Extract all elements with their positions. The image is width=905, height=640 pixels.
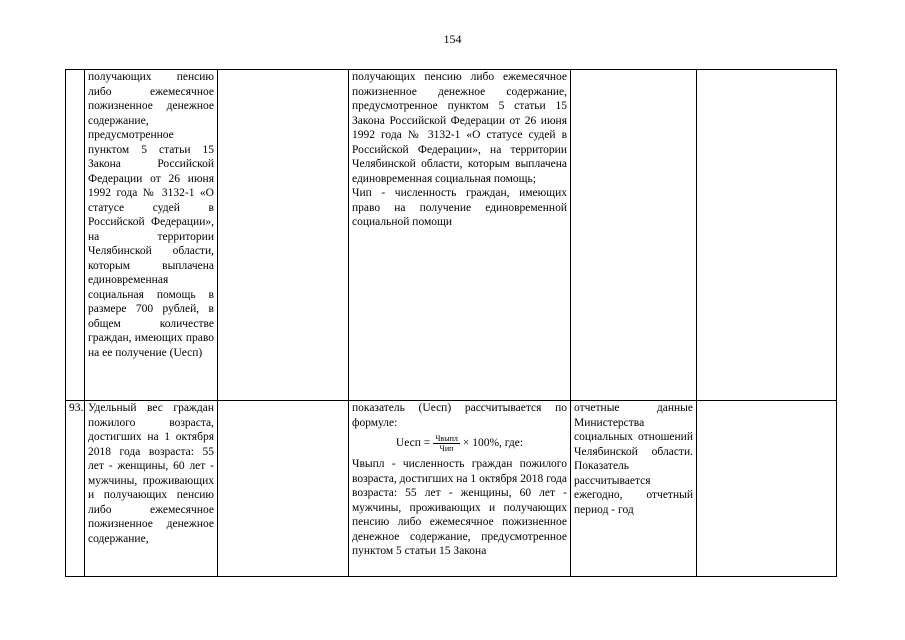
calculation-cell xyxy=(349,70,571,401)
empty-cell xyxy=(218,401,349,577)
calculation-text: Чвыпл - численность граждан пожилого возраста, достигших на 1 октября 2018 года возраста: 55 лет - женщины, 60 лет - мужчины, проживающих и получающих пенсию либо ежемесячное пожизненное денежное содержание, предусмотренное пунктом 5 статьи 15 Закона xyxy=(352,458,567,557)
source-text: отчетные данные Министерства социальных отношений Челябинской области. Показатель рассчитывается ежегодно, отчетный период - год xyxy=(574,402,693,516)
source-cell xyxy=(571,70,697,401)
row-number-cell xyxy=(66,70,85,401)
calculation-text: получающих пенсию либо ежемесячное пожизненное денежное содержание, предусмотренное пунктом 5 статьи 15 Закона Российской Федерации от 26 июня 1992 года № 3132-1 «О статусе судей в Российской Федерации», на территории Челябинской области, которым выплачена единовременная социальная помощь; Чип - численность граждан, имеющих право на получение единовременной социальной помощи xyxy=(352,71,567,228)
indicator-name-cell xyxy=(85,70,218,401)
formula xyxy=(352,430,567,457)
formula-fraction xyxy=(433,434,460,453)
formula-rhs: × 100%, где: xyxy=(462,437,524,450)
calculation-intro: показатель (Uесп) рассчитывается по формуле: xyxy=(352,402,567,429)
empty-cell xyxy=(697,70,837,401)
indicator-name-text: Удельный вес граждан пожилого возраста, достигших на 1 октября 2018 года возраста: 55 лет - женщины, 60 лет - мужчины, проживающих и получающих пенсию либо ежемесячное пожизненное денежное содержание, xyxy=(88,402,214,545)
calculation-cell xyxy=(349,401,571,577)
formula-lhs: Uесп = xyxy=(395,437,431,450)
table-row xyxy=(66,70,837,401)
table-row xyxy=(66,401,837,577)
formula-numerator: Чвыпл xyxy=(435,434,458,443)
formula-denominator: Чип xyxy=(439,444,454,453)
indicator-name-text: получающих пенсию либо ежемесячное пожизненное денежное содержание, предусмотренное пунктом 5 статьи 15 Закона Российской Федерации от 26 июня 1992 года № 3132-1 «О статусе судей в Российской Федерации», на территории Челябинской области, которым выплачена единовременная социальная помощь в размере 700 рублей, в общем количестве граждан, имеющих право на ее получение (Uесп) xyxy=(88,71,214,359)
page-number: 154 xyxy=(443,32,462,46)
indicator-table xyxy=(65,69,837,577)
row-number-cell: 93. xyxy=(66,401,85,577)
source-cell xyxy=(571,401,697,577)
empty-cell xyxy=(697,401,837,577)
empty-cell xyxy=(218,70,349,401)
indicator-name-cell xyxy=(85,401,218,577)
